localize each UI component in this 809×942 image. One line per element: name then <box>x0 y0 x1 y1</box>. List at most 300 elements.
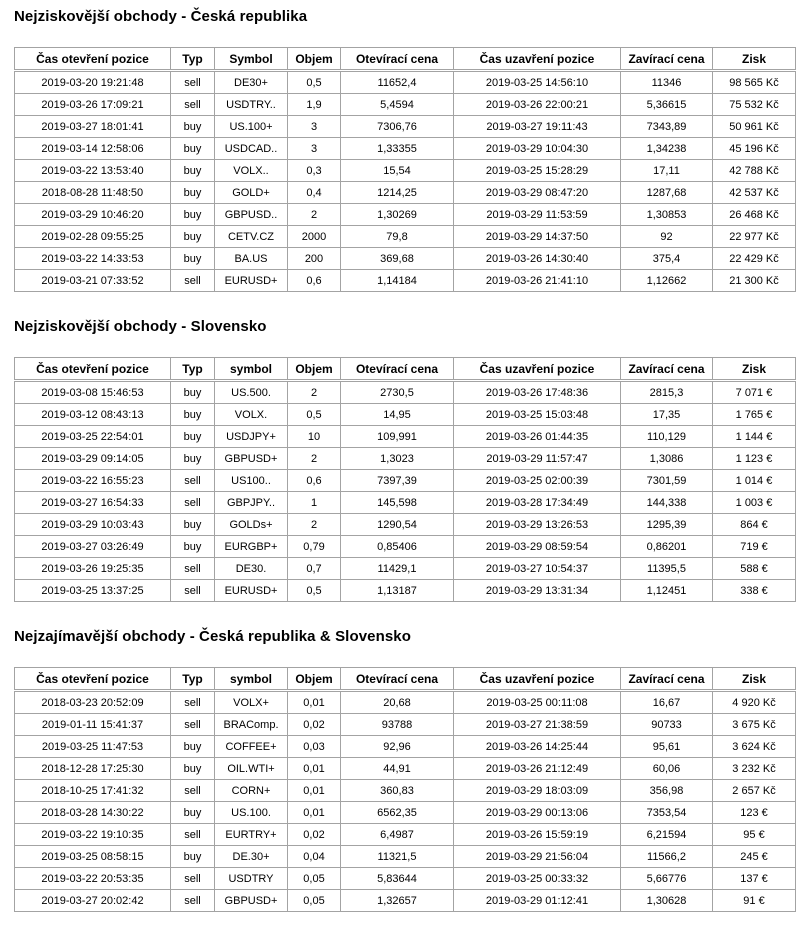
table-cell: 2019-03-27 10:54:37 <box>454 558 621 580</box>
table-cell: 1290,54 <box>341 514 454 536</box>
table-cell: 2019-03-12 08:43:13 <box>15 404 171 426</box>
column-header: Objem <box>288 668 341 691</box>
report-section-czech-republic <box>14 8 809 292</box>
table-cell: 1 765 € <box>713 404 796 426</box>
table-cell: 2019-03-22 16:55:23 <box>15 470 171 492</box>
table-cell: 14,95 <box>341 404 454 426</box>
table-cell: 3 <box>288 138 341 160</box>
table-cell: 2 <box>288 204 341 226</box>
table-row <box>15 248 796 270</box>
table-cell: 2019-03-29 10:46:20 <box>15 204 171 226</box>
table-cell: 26 468 Kč <box>713 204 796 226</box>
table-cell: 2019-03-26 14:25:44 <box>454 736 621 758</box>
table-row <box>15 404 796 426</box>
table-cell: 1214,25 <box>341 182 454 204</box>
table-cell: 5,36615 <box>621 94 713 116</box>
table-cell: sell <box>171 691 215 714</box>
table-cell: sell <box>171 714 215 736</box>
table-cell: USDJPY+ <box>215 426 288 448</box>
table-cell: 0,02 <box>288 824 341 846</box>
table-cell: 2019-03-29 10:04:30 <box>454 138 621 160</box>
table-cell: buy <box>171 736 215 758</box>
table-row <box>15 381 796 404</box>
table-cell: 375,4 <box>621 248 713 270</box>
table-cell: 2019-02-28 09:55:25 <box>15 226 171 248</box>
column-header: Otevírací cena <box>341 48 454 71</box>
table-cell: 2019-03-25 13:37:25 <box>15 580 171 602</box>
table-cell: buy <box>171 381 215 404</box>
table-cell: COFFEE+ <box>215 736 288 758</box>
table-cell: 95 € <box>713 824 796 846</box>
table-cell: sell <box>171 824 215 846</box>
table-cell: 22 977 Kč <box>713 226 796 248</box>
table-cell: sell <box>171 470 215 492</box>
table-cell: 2019-03-22 20:53:35 <box>15 868 171 890</box>
table-row <box>15 426 796 448</box>
table-cell: 10 <box>288 426 341 448</box>
table-cell: BRAComp. <box>215 714 288 736</box>
table-cell: 1,13187 <box>341 580 454 602</box>
column-header: Typ <box>171 358 215 381</box>
table-cell: 7353,54 <box>621 802 713 824</box>
table-cell: GBPUSD.. <box>215 204 288 226</box>
table-cell: 7301,59 <box>621 470 713 492</box>
table-cell: 2019-03-29 10:03:43 <box>15 514 171 536</box>
table-cell: 1,12451 <box>621 580 713 602</box>
table-cell: 2019-03-26 17:09:21 <box>15 94 171 116</box>
table-cell: EURGBP+ <box>215 536 288 558</box>
table-cell: 2019-01-11 15:41:37 <box>15 714 171 736</box>
table-row <box>15 116 796 138</box>
table-cell: 22 429 Kč <box>713 248 796 270</box>
table-cell: 95,61 <box>621 736 713 758</box>
column-header: Čas uzavření pozice <box>454 48 621 71</box>
table-cell: 2000 <box>288 226 341 248</box>
table-cell: 7306,76 <box>341 116 454 138</box>
table-cell: 0,04 <box>288 846 341 868</box>
table-cell: US.100+ <box>215 116 288 138</box>
report-section-most-interesting <box>14 628 809 912</box>
table-cell: 1 <box>288 492 341 514</box>
table-cell: 1,30853 <box>621 204 713 226</box>
table-cell: sell <box>171 890 215 912</box>
table-cell: 2019-03-29 13:31:34 <box>454 580 621 602</box>
table-cell: 2019-03-26 14:30:40 <box>454 248 621 270</box>
table-cell: 2019-03-27 19:11:43 <box>454 116 621 138</box>
table-cell: 2018-03-23 20:52:09 <box>15 691 171 714</box>
table-cell: sell <box>171 71 215 94</box>
table-cell: 0,85406 <box>341 536 454 558</box>
table-cell: 0,03 <box>288 736 341 758</box>
report-section-slovakia <box>14 318 809 602</box>
table-cell: buy <box>171 226 215 248</box>
table-row <box>15 580 796 602</box>
table-header-row <box>15 48 796 71</box>
table-row <box>15 138 796 160</box>
table-cell: 15,54 <box>341 160 454 182</box>
table-body <box>15 381 796 602</box>
table-cell: sell <box>171 868 215 890</box>
column-header: Objem <box>288 358 341 381</box>
table-cell: 79,8 <box>341 226 454 248</box>
table-cell: buy <box>171 138 215 160</box>
table-cell: 17,11 <box>621 160 713 182</box>
table-cell: 2018-12-28 17:25:30 <box>15 758 171 780</box>
table-cell: 11566,2 <box>621 846 713 868</box>
table-cell: 2019-03-25 08:58:15 <box>15 846 171 868</box>
table-cell: sell <box>171 270 215 292</box>
table-cell: sell <box>171 780 215 802</box>
table-cell: sell <box>171 492 215 514</box>
table-cell: 369,68 <box>341 248 454 270</box>
table-cell: 110,129 <box>621 426 713 448</box>
table-cell: 2 <box>288 514 341 536</box>
table-cell: 90733 <box>621 714 713 736</box>
table-cell: 2019-03-26 22:00:21 <box>454 94 621 116</box>
table-cell: 2019-03-29 11:53:59 <box>454 204 621 226</box>
table-body <box>15 691 796 912</box>
table-cell: 0,01 <box>288 691 341 714</box>
table-row <box>15 558 796 580</box>
table-cell: buy <box>171 160 215 182</box>
table-cell: 11429,1 <box>341 558 454 580</box>
table-cell: 1,34238 <box>621 138 713 160</box>
table-cell: 2019-03-29 09:14:05 <box>15 448 171 470</box>
table-cell: US100.. <box>215 470 288 492</box>
table-cell: 144,338 <box>621 492 713 514</box>
table-cell: 2019-03-29 21:56:04 <box>454 846 621 868</box>
table-cell: 44,91 <box>341 758 454 780</box>
table-cell: 20,68 <box>341 691 454 714</box>
column-header: Otevírací cena <box>341 668 454 691</box>
column-header: Typ <box>171 48 215 71</box>
table-cell: GBPUSD+ <box>215 890 288 912</box>
column-header: Typ <box>171 668 215 691</box>
table-cell: 109,991 <box>341 426 454 448</box>
table-cell: USDTRY.. <box>215 94 288 116</box>
table-cell: 2019-03-22 19:10:35 <box>15 824 171 846</box>
table-cell: 588 € <box>713 558 796 580</box>
table-cell: 11346 <box>621 71 713 94</box>
table-row <box>15 470 796 492</box>
section-title: Nejziskovější obchody - Slovensko <box>14 318 267 335</box>
table-cell: 123 € <box>713 802 796 824</box>
table-cell: 2019-03-29 18:03:09 <box>454 780 621 802</box>
table-cell: 0,5 <box>288 404 341 426</box>
table-cell: 338 € <box>713 580 796 602</box>
table-row <box>15 204 796 226</box>
table-cell: 11395,5 <box>621 558 713 580</box>
column-header: Zavírací cena <box>621 668 713 691</box>
table-row <box>15 846 796 868</box>
table-row <box>15 802 796 824</box>
table-cell: 2815,3 <box>621 381 713 404</box>
table-cell: GBPJPY.. <box>215 492 288 514</box>
table-row <box>15 182 796 204</box>
table-cell: 0,01 <box>288 802 341 824</box>
table-cell: 0,79 <box>288 536 341 558</box>
table-cell: 60,06 <box>621 758 713 780</box>
table-cell: 2019-03-25 00:33:32 <box>454 868 621 890</box>
table-cell: 3 <box>288 116 341 138</box>
table-cell: 2019-03-26 21:41:10 <box>454 270 621 292</box>
table-cell: 2019-03-25 14:56:10 <box>454 71 621 94</box>
table-cell: 864 € <box>713 514 796 536</box>
section-title: Nejziskovější obchody - Česká republika <box>14 8 308 25</box>
column-header: Symbol <box>215 48 288 71</box>
table-cell: 1 123 € <box>713 448 796 470</box>
table-cell: buy <box>171 536 215 558</box>
table-row <box>15 71 796 94</box>
table-cell: 0,05 <box>288 868 341 890</box>
table-cell: 0,7 <box>288 558 341 580</box>
table-cell: 2019-03-22 13:53:40 <box>15 160 171 182</box>
column-header: Zisk <box>713 668 796 691</box>
table-cell: buy <box>171 758 215 780</box>
table-cell: 7397,39 <box>341 470 454 492</box>
table-cell: 17,35 <box>621 404 713 426</box>
table-cell: buy <box>171 426 215 448</box>
table-cell: EURUSD+ <box>215 270 288 292</box>
table-cell: 200 <box>288 248 341 270</box>
table-cell: 1287,68 <box>621 182 713 204</box>
table-cell: VOLX.. <box>215 160 288 182</box>
table-cell: 2019-03-25 00:11:08 <box>454 691 621 714</box>
table-cell: 45 196 Kč <box>713 138 796 160</box>
table-header <box>15 48 796 71</box>
table-cell: 91 € <box>713 890 796 912</box>
table-cell: 2019-03-25 15:03:48 <box>454 404 621 426</box>
table-cell: US.100. <box>215 802 288 824</box>
table-cell: 2019-03-29 08:47:20 <box>454 182 621 204</box>
table-cell: buy <box>171 846 215 868</box>
table-cell: 2019-03-29 14:37:50 <box>454 226 621 248</box>
table-cell: sell <box>171 94 215 116</box>
table-cell: 2019-03-20 19:21:48 <box>15 71 171 94</box>
table-cell: 360,83 <box>341 780 454 802</box>
table-cell: 2019-03-28 17:34:49 <box>454 492 621 514</box>
table-cell: 2019-03-08 15:46:53 <box>15 381 171 404</box>
table-cell: 0,05 <box>288 890 341 912</box>
column-header: Otevírací cena <box>341 358 454 381</box>
table-cell: 1,3086 <box>621 448 713 470</box>
table-cell: 1,30628 <box>621 890 713 912</box>
section-title: Nejzajímavější obchody - Česká republika & Slovensko <box>14 628 412 645</box>
table-body <box>15 71 796 292</box>
table-cell: 0,01 <box>288 780 341 802</box>
table-cell: 0,5 <box>288 71 341 94</box>
table-cell: 2 <box>288 448 341 470</box>
table-cell: 1295,39 <box>621 514 713 536</box>
table-cell: 2019-03-27 21:38:59 <box>454 714 621 736</box>
column-header: Čas otevření pozice <box>15 668 171 691</box>
column-header: Čas otevření pozice <box>15 48 171 71</box>
column-header: symbol <box>215 668 288 691</box>
table-cell: 2019-03-26 21:12:49 <box>454 758 621 780</box>
column-header: Zavírací cena <box>621 358 713 381</box>
table-row <box>15 691 796 714</box>
table-cell: 1 144 € <box>713 426 796 448</box>
table-row <box>15 492 796 514</box>
table-cell: 2018-03-28 14:30:22 <box>15 802 171 824</box>
table-cell: 42 788 Kč <box>713 160 796 182</box>
table-cell: 2019-03-25 11:47:53 <box>15 736 171 758</box>
table-cell: 16,67 <box>621 691 713 714</box>
table-row <box>15 714 796 736</box>
table-cell: 2019-03-25 02:00:39 <box>454 470 621 492</box>
table-cell: 2019-03-26 01:44:35 <box>454 426 621 448</box>
table-cell: 1 014 € <box>713 470 796 492</box>
table-cell: 3 675 Kč <box>713 714 796 736</box>
table-row <box>15 514 796 536</box>
table-cell: 11321,5 <box>341 846 454 868</box>
table-header-row <box>15 668 796 691</box>
table-row <box>15 448 796 470</box>
table-cell: 92 <box>621 226 713 248</box>
table-cell: 7 071 € <box>713 381 796 404</box>
table-cell: VOLX+ <box>215 691 288 714</box>
table-row <box>15 160 796 182</box>
table-cell: buy <box>171 248 215 270</box>
table-cell: 2019-03-27 18:01:41 <box>15 116 171 138</box>
table-cell: 1,14184 <box>341 270 454 292</box>
table-cell: 2019-03-27 20:02:42 <box>15 890 171 912</box>
table-cell: 2019-03-22 14:33:53 <box>15 248 171 270</box>
trades-table-slovakia <box>14 357 796 602</box>
table-cell: 137 € <box>713 868 796 890</box>
table-row <box>15 868 796 890</box>
table-cell: 2019-03-26 19:25:35 <box>15 558 171 580</box>
table-cell: 1 003 € <box>713 492 796 514</box>
table-cell: buy <box>171 182 215 204</box>
table-cell: buy <box>171 404 215 426</box>
table-cell: DE30. <box>215 558 288 580</box>
table-cell: 2018-08-28 11:48:50 <box>15 182 171 204</box>
column-header: symbol <box>215 358 288 381</box>
table-cell: 92,96 <box>341 736 454 758</box>
table-cell: 719 € <box>713 536 796 558</box>
column-header: Objem <box>288 48 341 71</box>
table-cell: 75 532 Kč <box>713 94 796 116</box>
table-cell: 1,33355 <box>341 138 454 160</box>
table-cell: buy <box>171 802 215 824</box>
table-row <box>15 780 796 802</box>
table-cell: CORN+ <box>215 780 288 802</box>
table-cell: sell <box>171 558 215 580</box>
table-cell: 0,02 <box>288 714 341 736</box>
table-cell: 356,98 <box>621 780 713 802</box>
table-cell: 2 <box>288 381 341 404</box>
table-cell: 50 961 Kč <box>713 116 796 138</box>
table-cell: DE.30+ <box>215 846 288 868</box>
table-cell: 2 657 Kč <box>713 780 796 802</box>
column-header: Čas otevření pozice <box>15 358 171 381</box>
column-header: Čas uzavření pozice <box>454 358 621 381</box>
table-cell: 6562,35 <box>341 802 454 824</box>
table-cell: OIL.WTI+ <box>215 758 288 780</box>
table-cell: 2018-10-25 17:41:32 <box>15 780 171 802</box>
table-row <box>15 758 796 780</box>
table-cell: 6,4987 <box>341 824 454 846</box>
table-cell: USDTRY <box>215 868 288 890</box>
column-header: Zisk <box>713 48 796 71</box>
table-cell: 42 537 Kč <box>713 182 796 204</box>
table-cell: USDCAD.. <box>215 138 288 160</box>
table-cell: 0,4 <box>288 182 341 204</box>
table-cell: 0,3 <box>288 160 341 182</box>
table-cell: 2019-03-29 00:13:06 <box>454 802 621 824</box>
table-cell: 2019-03-29 13:26:53 <box>454 514 621 536</box>
table-cell: 2019-03-29 08:59:54 <box>454 536 621 558</box>
table-cell: 21 300 Kč <box>713 270 796 292</box>
table-cell: VOLX. <box>215 404 288 426</box>
table-cell: 2019-03-14 12:58:06 <box>15 138 171 160</box>
table-cell: 5,4594 <box>341 94 454 116</box>
table-cell: 2019-03-21 07:33:52 <box>15 270 171 292</box>
table-cell: 0,6 <box>288 270 341 292</box>
table-cell: DE30+ <box>215 71 288 94</box>
table-cell: BA.US <box>215 248 288 270</box>
trades-table-most-interesting <box>14 667 796 912</box>
table-cell: EURUSD+ <box>215 580 288 602</box>
table-cell: 3 232 Kč <box>713 758 796 780</box>
column-header: Zavírací cena <box>621 48 713 71</box>
table-cell: 6,21594 <box>621 824 713 846</box>
table-cell: buy <box>171 116 215 138</box>
table-row <box>15 536 796 558</box>
column-header: Čas uzavření pozice <box>454 668 621 691</box>
table-row <box>15 824 796 846</box>
table-cell: 5,83644 <box>341 868 454 890</box>
table-cell: 2019-03-26 15:59:19 <box>454 824 621 846</box>
table-header-row <box>15 358 796 381</box>
table-cell: 2019-03-29 01:12:41 <box>454 890 621 912</box>
table-cell: 2019-03-25 15:28:29 <box>454 160 621 182</box>
column-header: Zisk <box>713 358 796 381</box>
table-cell: GBPUSD+ <box>215 448 288 470</box>
table-cell: 0,6 <box>288 470 341 492</box>
table-cell: US.500. <box>215 381 288 404</box>
table-row <box>15 226 796 248</box>
table-cell: 2019-03-25 22:54:01 <box>15 426 171 448</box>
table-cell: 1,12662 <box>621 270 713 292</box>
table-cell: 5,66776 <box>621 868 713 890</box>
table-cell: buy <box>171 448 215 470</box>
table-cell: 2019-03-27 03:26:49 <box>15 536 171 558</box>
table-cell: 93788 <box>341 714 454 736</box>
table-cell: 7343,89 <box>621 116 713 138</box>
table-row <box>15 94 796 116</box>
table-cell: 0,86201 <box>621 536 713 558</box>
table-cell: EURTRY+ <box>215 824 288 846</box>
trades-table-czech-republic <box>14 47 796 292</box>
table-cell: 98 565 Kč <box>713 71 796 94</box>
table-cell: 4 920 Kč <box>713 691 796 714</box>
table-cell: 245 € <box>713 846 796 868</box>
table-cell: 145,598 <box>341 492 454 514</box>
table-cell: 1,9 <box>288 94 341 116</box>
table-cell: GOLD+ <box>215 182 288 204</box>
table-cell: buy <box>171 514 215 536</box>
table-row <box>15 736 796 758</box>
table-cell: 1,30269 <box>341 204 454 226</box>
table-cell: buy <box>171 204 215 226</box>
table-cell: 11652,4 <box>341 71 454 94</box>
table-cell: 2019-03-26 17:48:36 <box>454 381 621 404</box>
table-row <box>15 270 796 292</box>
table-cell: 2730,5 <box>341 381 454 404</box>
table-cell: 1,3023 <box>341 448 454 470</box>
